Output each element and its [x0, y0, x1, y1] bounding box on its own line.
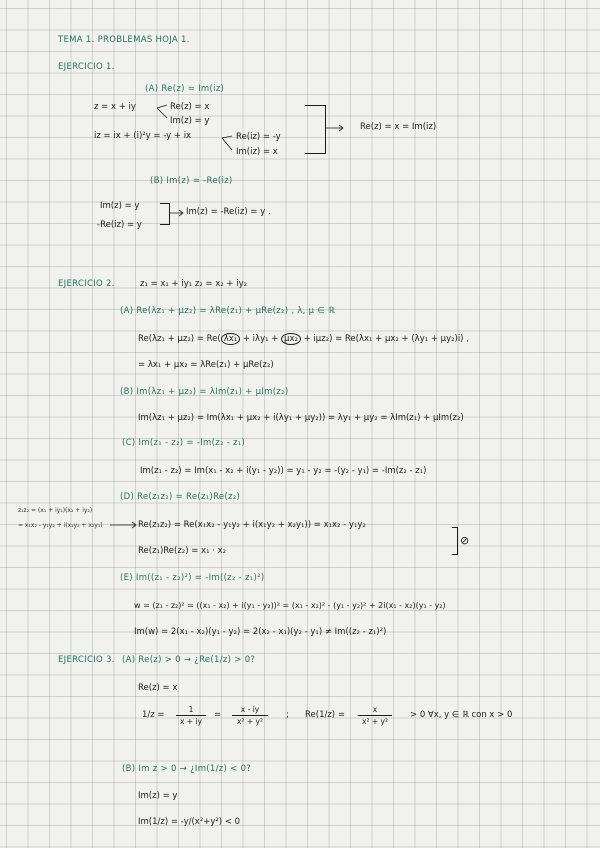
page-title: TEMA 1. PROBLEMAS HOJA 1.: [58, 35, 190, 45]
ex2-b-line-1: Im(λz₁ + μz₂) = Im(λx₁ + μx₂ + i(λy₁ + μy₂)) = λy₁ + μy₂ = λIm(z₁) + μIm(z₂): [138, 413, 464, 423]
ex1-part-b-label: (B) Im(z) = -Re(iz): [150, 176, 233, 186]
ex2-e-line-2: Im(w) = 2(x₁ - x₂)(y₁ - y₂) = 2(x₂ - x₁)(y₂ - y₁) ≠ Im((z₂ - z₁)²): [134, 627, 387, 637]
circled-term-1: λx₁: [221, 333, 240, 345]
ex2-e-line-1: w = (z₁ - z₂)² = ((x₁ - x₂) + i(y₁ - y₂))² = (x₁ - x₂)² - (y₁ - y₂)² + 2i(x₁ - x₂)(y₁ - y₂): [134, 601, 446, 610]
ex2-a-line-1: Re(λz₁ + μz₂) = Re( λx₁ + iλy₁ + μx₂ + iμz₂) = Re(λx₁ + μx₂ + (λy₁ + μy₂)i) ,: [138, 334, 469, 344]
ex1-b-arrow: [169, 209, 185, 217]
ex3-part-b-label: (B) Im z > 0 → ¿Im(1/z) < 0?: [122, 764, 252, 774]
ex2-part-a-label: (A) Re(λz₁ + μz₂) = λRe(z₁) + μRe(z₂) , λ, μ ∈ ℝ: [120, 306, 336, 316]
ex1-bracket: [305, 105, 326, 154]
ex2-part-b-label: (B) Im(λz₁ + μz₂) = λIm(z₁) + μIm(z₂): [120, 387, 289, 397]
re-one-over-z: Re(1/z) =: [305, 710, 345, 720]
ex3-a-line-1: Re(z) = x: [138, 683, 178, 693]
equals-sign: =: [214, 710, 222, 720]
exercise-2-heading: EJERCICIO 2.: [58, 279, 115, 289]
ex1-z-def: z = x + iy: [94, 102, 136, 112]
ex1-im-z: Im(z) = y: [170, 116, 210, 126]
ex2-part-c-label: (C) Im(z₁ - z₂) = -Im(z₂ - z₁): [122, 438, 246, 448]
ex1-b-result: Im(z) = -Re(iz) = y .: [186, 207, 271, 217]
ex2-d-bracket: [452, 527, 458, 555]
ex1-re-z: Re(z) = x: [170, 102, 210, 112]
ex1-b-line-1: Im(z) = y: [100, 201, 140, 211]
ex1-result-arrow: [325, 124, 347, 132]
ex1-a-result: Re(z) = x = Im(iz): [360, 122, 437, 132]
circled-term-2: μx₂: [281, 333, 301, 345]
ex1-b-line-2: -Re(iz) = y: [97, 220, 142, 230]
ex3-part-a-label: (A) Re(z) > 0 → ¿Re(1/z) > 0?: [122, 655, 256, 665]
exercise-3-heading: EJERCICIO 3.: [58, 655, 115, 665]
ex3-one-over-z: 1/z =: [142, 710, 165, 720]
ex1-im-iz: Im(iz) = x: [236, 147, 278, 157]
ex1-iz-def: iz = ix + (i)²y = -y + ix: [94, 131, 192, 141]
ex1-branch-arrow-2: [222, 132, 234, 154]
ex2-d-side-note-2: = x₁x₂ - y₁y₂ + i(x₁y₂ + x₂y₁): [18, 522, 103, 529]
ex2-part-d-label: (D) Re(z₁z₂) = Re(z₁)Re(z₂): [120, 492, 241, 502]
ex3-b-line-2: Im(1/z) = -y/(x²+y²) < 0: [138, 817, 241, 827]
ex3-b-line-1: Im(z) = y: [138, 791, 178, 801]
ex1-part-a-label: (A) Re(z) = Im(iz): [145, 84, 225, 94]
fraction-2: x - iy x² + y²: [232, 705, 268, 726]
ex2-definitions: z₁ = x₁ + iy₁ z₂ = x₂ + iy₂: [140, 279, 248, 289]
ex2-a-line-2: = λx₁ + μx₂ = λRe(z₁) + μRe(z₂): [138, 360, 274, 370]
ex3-a-conclusion: > 0 ∀x, y ∈ ℝ con x > 0: [410, 710, 513, 720]
not-equal-mark: ⊘: [460, 534, 470, 547]
ex1-branch-arrow-1: [157, 100, 169, 122]
ex2-d-line-1: Re(z₁z₂) = Re(x₁x₂ - y₁y₂ + i(x₁y₂ + x₂y₁)) = x₁x₂ - y₁y₂: [138, 520, 366, 530]
semicolon: ;: [286, 710, 289, 720]
ex2-d-side-note-1: z₁z₂ = (x₁ + iy₁)(x₂ + iy₂): [18, 507, 93, 514]
exercise-1-heading: EJERCICIO 1.: [58, 62, 115, 72]
ex2-c-line-1: Im(z₁ - z₂) = Im(x₁ - x₂ + i(y₁ - y₂)) = y₁ - y₂ = -(y₂ - y₁) = -Im(z₂ - z₁): [140, 466, 427, 476]
fraction-1: 1 x + iy: [176, 705, 206, 726]
ex2-d-line-2: Re(z₁)Re(z₂) = x₁ · x₂: [138, 546, 227, 556]
ex2-part-e-label: (E) Im((z₁ - z₂)²) = -Im((z₂ - z₁)²): [120, 573, 265, 583]
fraction-3: x x² + y²: [358, 705, 392, 726]
ex2-d-arrow: [110, 521, 138, 529]
ex1-re-iz: Re(iz) = -y: [236, 132, 281, 142]
